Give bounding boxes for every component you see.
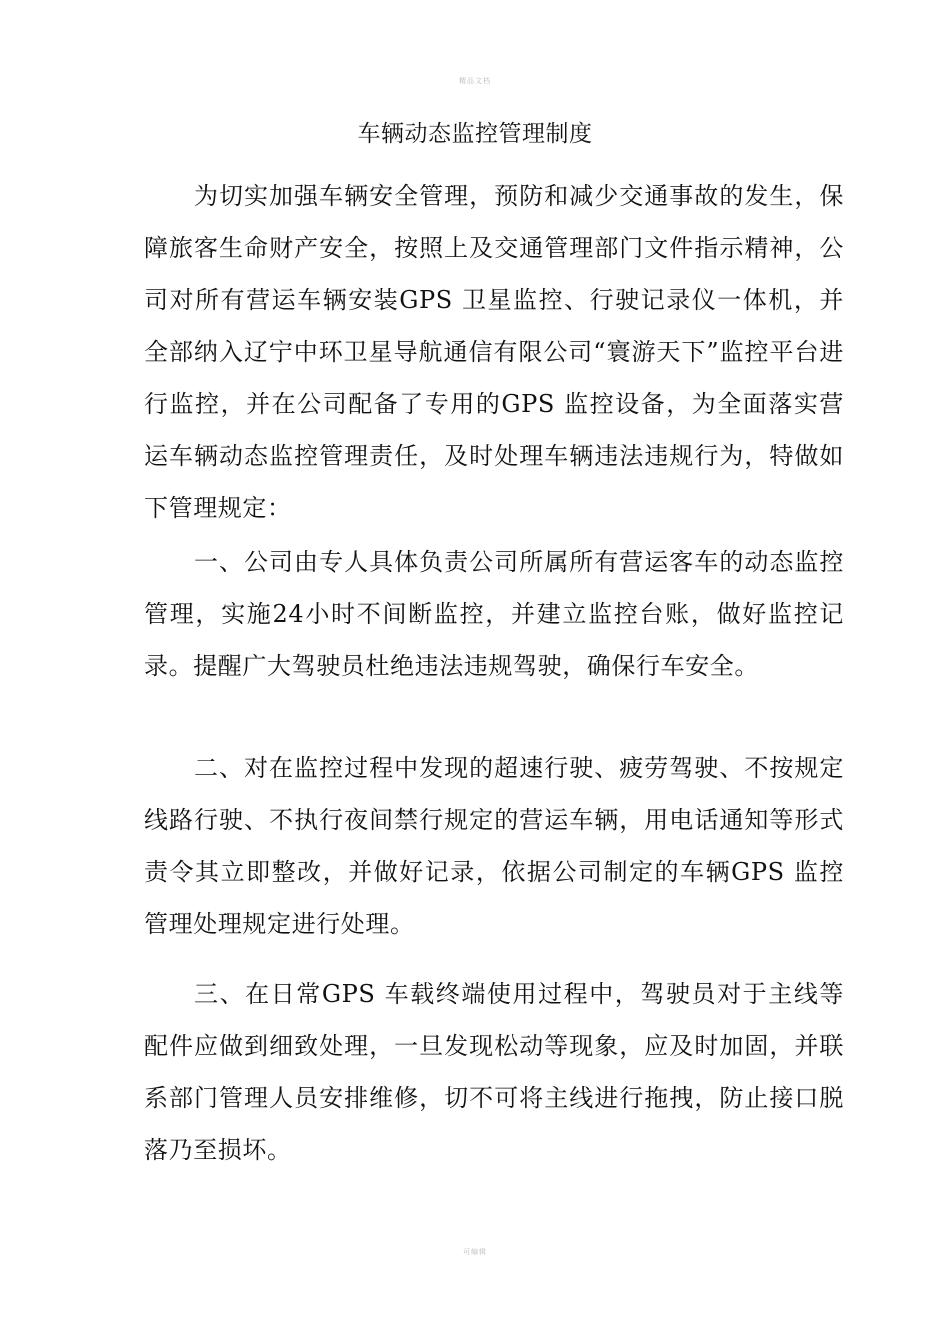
paragraph-intro: 为切实加强车辆安全管理，预防和减少交通事故的发生，保障旅客生命财产安全，按照上及交通管理部门文件指示精神，公司对所有营运车辆安装GPS 卫星监控、行驶记录仪一体机，并全部纳入辽宁中环卫星导航通信有限公司“寰游天下”监控平台进行监控，并在公司配备了专用的GPS 监控设备，为全面落实营运车辆动态监控管理责任，及时处理车辆违法违规行为，特做如下管理规定：: [144, 182, 844, 522]
paragraph-rule-3: 三、在日常GPS 车载终端使用过程中，驾驶员对于主线等配件应做到细致处理，一旦发现松动等现象，应及时加固，并联系部门管理人员安排维修，切不可将主线进行拖拽，防止接口脱落乃至损坏。: [144, 980, 844, 1164]
paragraph-rule-2: 二、对在监控过程中发现的超速行驶、疲劳驾驶、不按规定线路行驶、不执行夜间禁行规定的营运车辆，用电话通知等形式责令其立即整改，并做好记录，依据公司制定的车辆GPS 监控管理处理规定进行处理。: [144, 754, 844, 938]
footer-watermark: 可编辑: [463, 1248, 487, 1256]
paragraph-rule-1: 一、公司由专人具体负责公司所属所有营运客车的动态监控管理，实施24小时不间断监控，并建立监控台账，做好监控记录。提醒广大驾驶员杜绝违法违规驾驶，确保行车安全。: [144, 548, 844, 680]
header-watermark: 精品文档: [459, 77, 491, 85]
document-title: 车辆动态监控管理制度: [357, 121, 593, 147]
